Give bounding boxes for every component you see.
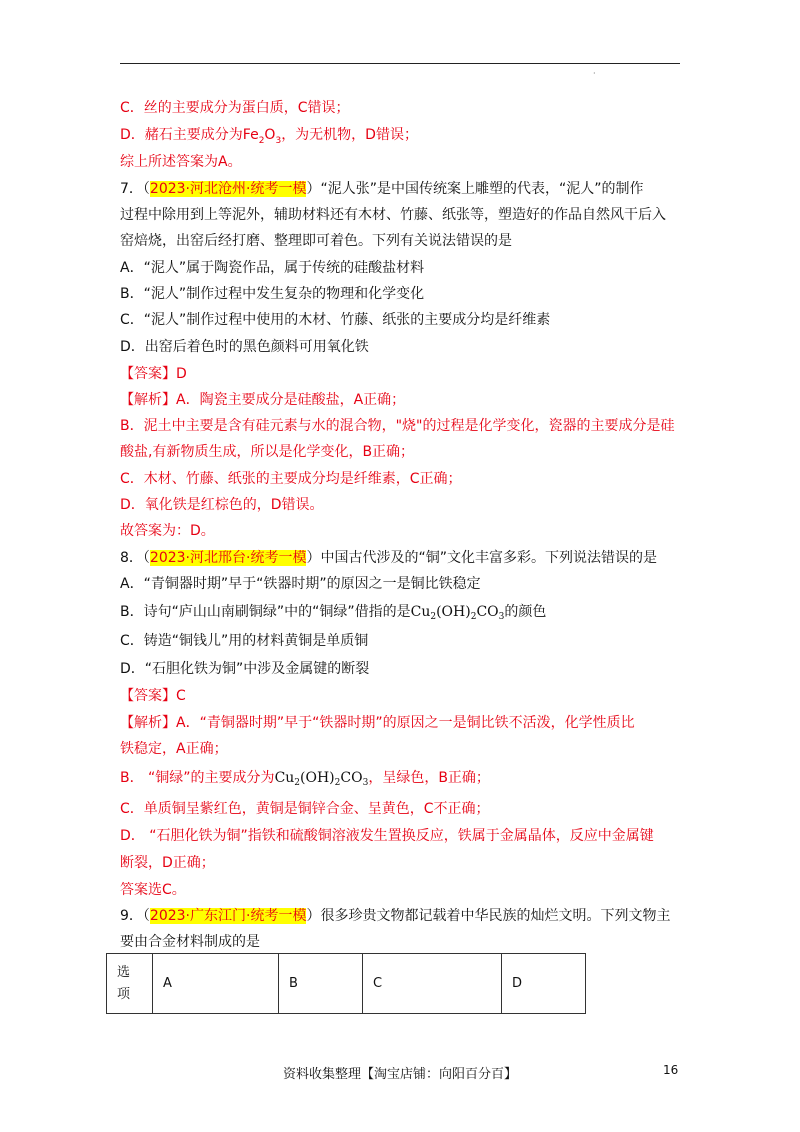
q8-explanation-b: B． “铜绿”的主要成分为$Cu_2(OH)_2CO_3$，呈绿色，B正确； — [120, 770, 490, 788]
q8-option-d: D．“石胆化铁为铜”中涉及金属键的断裂 — [120, 661, 370, 677]
q7-option-c: C．“泥人”制作过程中使用的木材、竹藤、纸张的主要成分均是纤维素 — [120, 312, 551, 328]
footer-text: 资料收集整理【淘宝店铺：向阳百分百】 — [282, 1067, 517, 1082]
q7-stem-line3: 窑焙烧，出窑后经打磨、整理即可着色。下列有关说法错误的是 — [120, 233, 512, 249]
table-head-cell: 选 项 — [107, 954, 153, 1014]
q8-conclusion: 答案选C。 — [120, 882, 186, 898]
q7-option-b: B．“泥人”制作过程中发生复杂的物理和化学变化 — [120, 286, 425, 302]
q8-stem: 8．（2023·河北邢台·统考一模）中国古代涉及的“铜”文化丰富多彩。下列说法错误的是 — [120, 550, 657, 566]
q8-option-c: C．铸造“铜钱儿”用的材料黄铜是单质铜 — [120, 633, 369, 649]
page-number: 16 — [663, 1063, 679, 1077]
header-rule — [120, 63, 680, 64]
q8-explanation-c: C．单质铜呈紫红色，黄铜是铜锌合金、呈黄色，C不正确； — [120, 801, 490, 817]
q7-option-d: D．出窑后着色时的黑色颜料可用氧化铁 — [120, 339, 369, 355]
q7-explanation-c: C．木材、竹藤、纸张的主要成分均是纤维素，C正确； — [120, 471, 462, 487]
q7-conclusion: 故答案为：D。 — [120, 523, 215, 539]
q8-answer: 【答案】C — [120, 688, 186, 704]
q7-source-tag: 2023·河北沧州·统考一模 — [149, 181, 307, 197]
q9-stem-line1: 9．（2023·广东江门·统考一模）很多珍贵文物都记载着中华民族的灿烂文明。下列文物主 — [120, 908, 671, 924]
table-cell-b: B — [279, 954, 363, 1014]
q8-explanation-d1: D． “石胆化铁为铜”指铁和硫酸铜溶液发生置换反应，铁属于金属晶体，反应中金属键 — [120, 828, 654, 844]
q8-explanation-d2: 断裂，D正确； — [120, 855, 215, 871]
q8-option-b: B．诗句“庐山山南刷铜绿”中的“铜绿”借指的是$Cu_2(OH)_2CO_3$的颜色 — [120, 604, 547, 622]
q7-stem-line1: 7．（2023·河北沧州·统考一模）“泥人张”是中国传统案上雕塑的代表，“泥人”的制作 — [120, 181, 644, 197]
prev-explanation-d: D．赭石主要成分为$Fe_2O_3$，为无机物，D错误； — [120, 127, 418, 146]
prev-conclusion: 综上所述答案为A。 — [120, 154, 242, 170]
copper-carbonate-formula-2: $Cu_2(OH)_2CO_3$ — [274, 770, 369, 788]
q7-explanation-a: 【解析】A．陶瓷主要成分是硅酸盐，A正确； — [120, 392, 406, 408]
q9-options-table — [106, 953, 586, 1014]
q7-answer: 【答案】D — [120, 366, 187, 382]
q7-stem-line2: 过程中除用到上等泥外，辅助材料还有木材、竹藤、纸张等，塑造好的作品自然风干后入 — [120, 207, 666, 223]
q7-explanation-b2: 酸盐,有新物质生成，所以是化学变化，B正确； — [120, 444, 415, 460]
header-mark: · — [593, 69, 596, 78]
table-cell-a: A — [153, 954, 279, 1014]
q7-explanation-b1: B．泥土中主要是含有硅元素与水的混合物，"烧"的过程是化学变化，瓷器的主要成分是硅 — [120, 418, 675, 434]
copper-carbonate-formula: $Cu_2(OH)_2CO_3$ — [410, 604, 505, 622]
q8-explanation-a2: 铁稳定，A正确； — [120, 741, 228, 757]
prev-explanation-c: C．丝的主要成分为蛋白质，C错误； — [120, 100, 350, 116]
q7-explanation-d: D．氧化铁是红棕色的，D错误。 — [120, 497, 324, 513]
q7-option-a: A．“泥人”属于陶瓷作品，属于传统的硅酸盐材料 — [120, 260, 425, 276]
q8-explanation-a1: 【解析】A．“青铜器时期”早于“铁器时期”的原因之一是铜比铁不活泼，化学性质比 — [120, 715, 635, 731]
table-cell-c: C — [363, 954, 502, 1014]
q8-source-tag: 2023·河北邢台·统考一模 — [149, 550, 307, 566]
q8-option-a: A．“青铜器时期”早于“铁器时期”的原因之一是铜比铁稳定 — [120, 576, 481, 592]
q9-source-tag: 2023·广东江门·统考一模 — [149, 908, 307, 924]
table-cell-d: D — [502, 954, 586, 1014]
q9-stem-line2: 要由合金材料制成的是 — [120, 934, 260, 950]
